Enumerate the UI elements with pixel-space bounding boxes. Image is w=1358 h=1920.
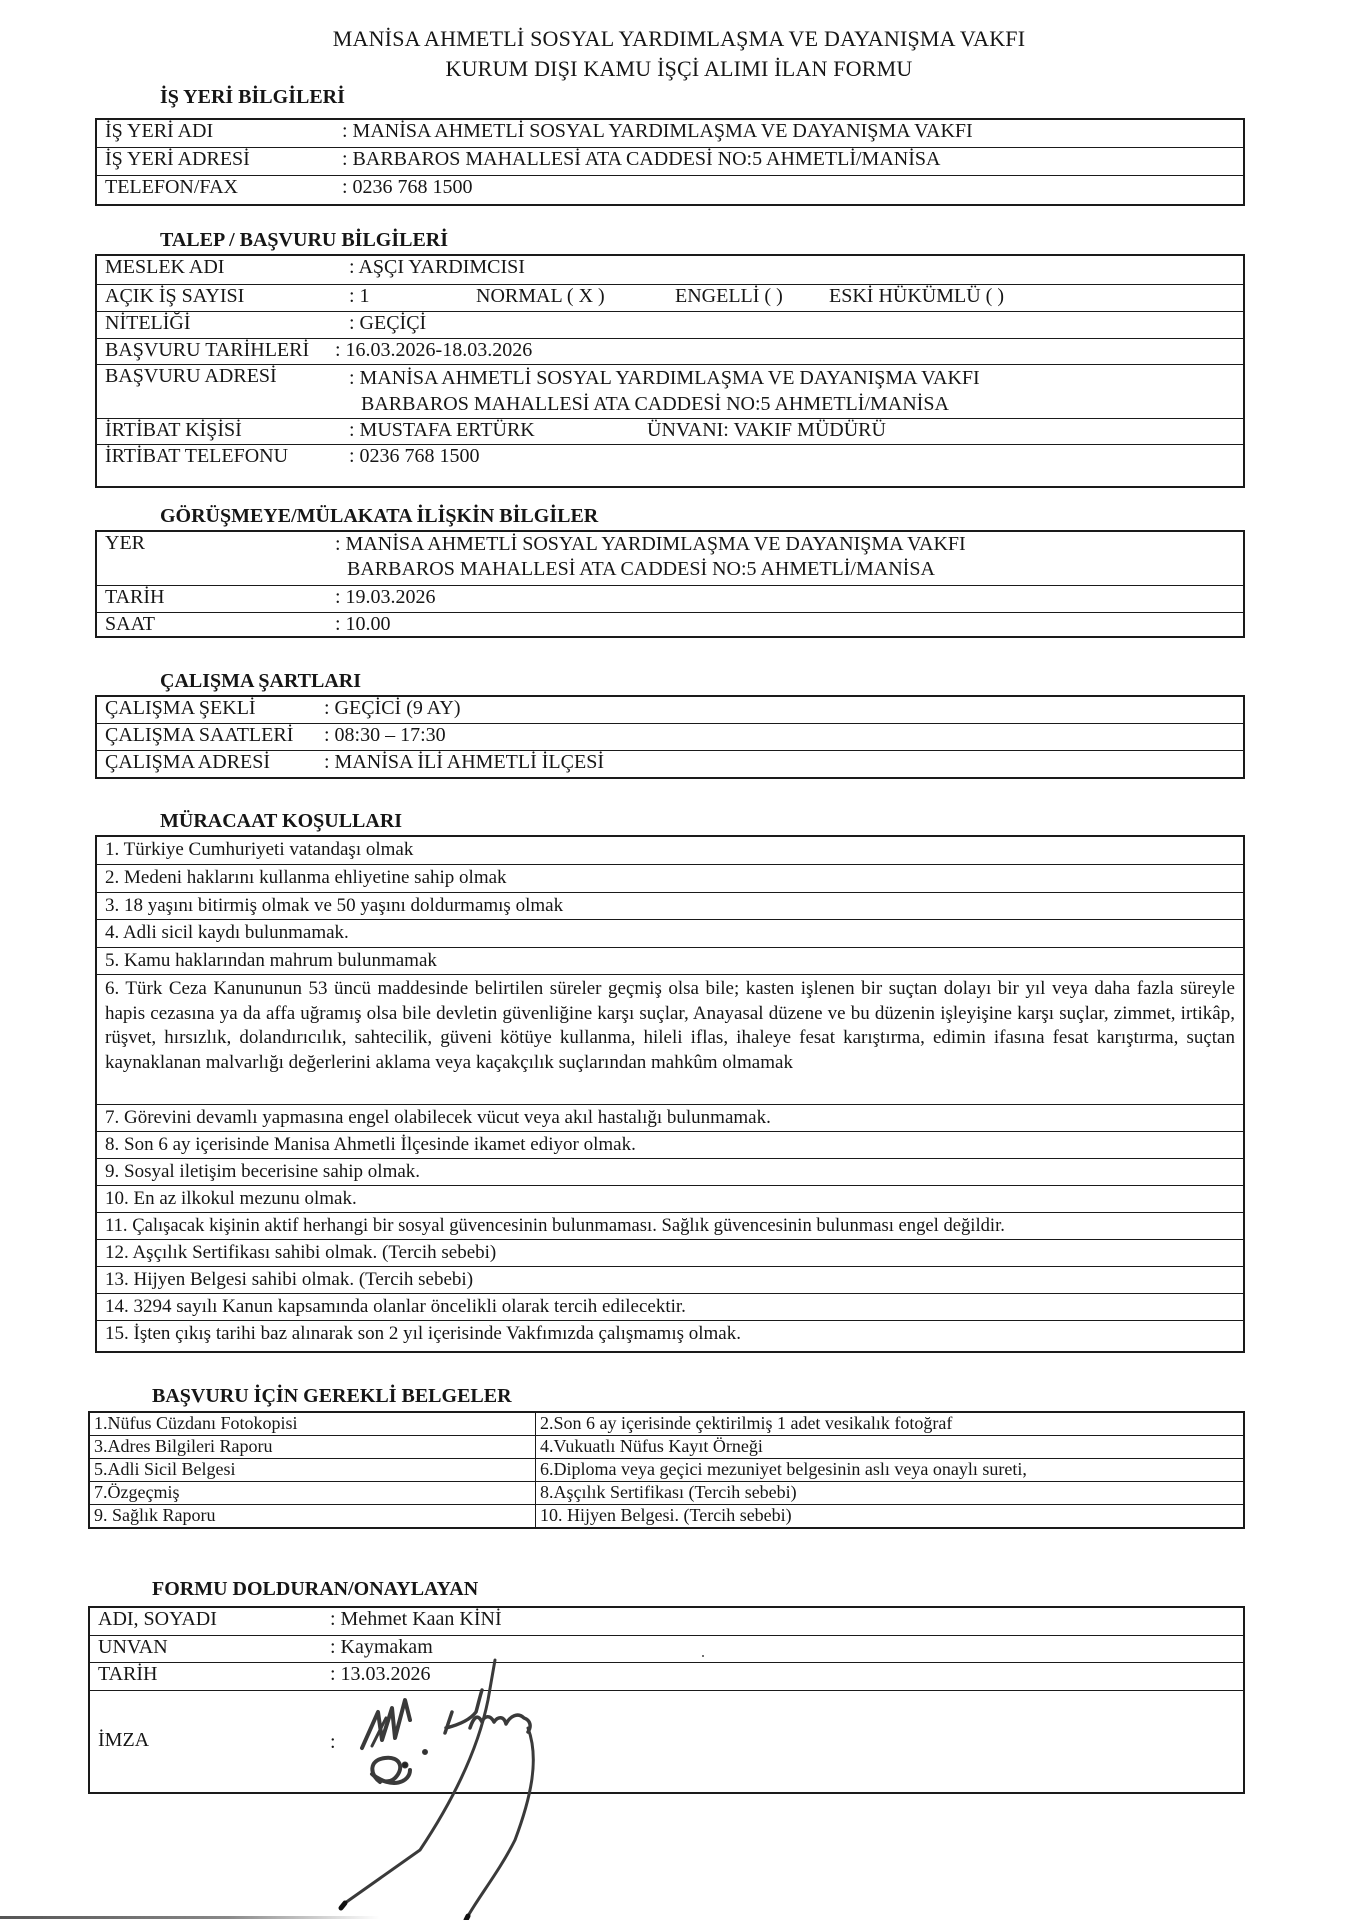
value: : GEÇİÇİ <box>349 312 427 334</box>
work-conditions-table <box>95 695 1245 779</box>
address-line-1: : MANİSA AHMETLİ SOSYAL YARDIMLAŞMA VE DAYANIŞMA VAKFI <box>349 367 980 389</box>
document-item: 5.Adli Sicil Belgesi <box>90 1459 536 1481</box>
value: : 0236 768 1500 <box>342 176 473 198</box>
document-item: 2.Son 6 ay içerisinde çektirilmiş 1 adet vesikalık fotoğraf <box>540 1413 953 1433</box>
documents-row <box>90 1504 1243 1527</box>
document-item: 7.Özgeçmiş <box>90 1482 536 1504</box>
approver-table <box>88 1606 1245 1794</box>
value: : MANİSA AHMETLİ SOSYAL YARDIMLAŞMA VE DAYANIŞMA VAKFI <box>342 120 973 142</box>
label: İRTİBAT KİŞİSİ <box>105 419 242 441</box>
label: BAŞVURU TARİHLERİ <box>105 339 310 361</box>
interview-row-time <box>97 612 1243 638</box>
label: ÇALIŞMA ŞEKLİ <box>105 697 256 719</box>
document-item: 8.Aşçılık Sertifikası (Tercih sebebi) <box>540 1482 797 1502</box>
approver-row-title <box>90 1635 1243 1662</box>
value: : 13.03.2026 <box>330 1663 431 1685</box>
value: : 0236 768 1500 <box>349 445 480 467</box>
label: SAAT <box>105 613 156 635</box>
label: NİTELİĞİ <box>105 312 191 334</box>
document-item: 9. Sağlık Raporu <box>90 1505 536 1527</box>
requirement-item: 13. Hijyen Belgesi sahibi olmak. (Tercih sebebi) <box>97 1266 1243 1293</box>
label: İRTİBAT TELEFONU <box>105 445 289 467</box>
value: : 10.00 <box>335 613 391 635</box>
place-line-1: : MANİSA AHMETLİ SOSYAL YARDIMLAŞMA VE DAYANIŞMA VAKFI <box>335 533 966 555</box>
requirement-item: 7. Görevini devamlı yapmasına engel olabilecek vücut veya akıl hastalığı bulunmamak. <box>97 1104 1243 1131</box>
address-line-2: BARBAROS MAHALLESİ ATA CADDESİ NO:5 AHMETLİ/MANİSA <box>361 393 949 415</box>
interview-row-date <box>97 585 1243 612</box>
requirement-item: 14. 3294 sayılı Kanun kapsamında olanlar öncelikli olarak tercih edilecektir. <box>97 1293 1243 1320</box>
document-title: MANİSA AHMETLİ SOSYAL YARDIMLAŞMA VE DAYANIŞMA VAKFI <box>332 26 1026 51</box>
value: : Mehmet Kaan KİNİ <box>330 1608 502 1630</box>
label: TARİH <box>105 586 165 608</box>
requirement-item: 3. 18 yaşını bitirmiş olmak ve 50 yaşını doldurmamış olmak <box>97 892 1243 919</box>
label: MESLEK ADI <box>105 256 225 278</box>
value: : 08:30 – 17:30 <box>324 724 446 746</box>
request-row-address <box>97 364 1243 418</box>
scan-dot <box>702 1655 704 1657</box>
workplace-heading: İŞ YERİ BİLGİLERİ <box>160 86 345 108</box>
contact-title: ÜNVANI: VAKIF MÜDÜRÜ <box>647 419 886 441</box>
value <box>349 365 980 417</box>
workplace-row-address <box>97 147 1243 175</box>
request-row-phone <box>97 444 1243 472</box>
request-row-openings <box>97 284 1243 311</box>
request-row-quality <box>97 311 1243 338</box>
document-item: 6.Diploma veya geçici mezuniyet belgesinin aslı veya onaylı sureti, <box>540 1459 1027 1479</box>
signature-colon: : <box>330 1731 336 1753</box>
interview-row-place <box>97 532 1243 585</box>
documents-row <box>90 1435 1243 1458</box>
interview-table <box>95 530 1245 638</box>
form-title: KURUM DIŞI KAMU İŞÇİ ALIMI İLAN FORMU <box>445 56 913 81</box>
requirement-item: 9. Sosyal iletişim becerisine sahip olmak. <box>97 1158 1243 1185</box>
document-item: 4.Vukuatlı Nüfus Kayıt Örneği <box>540 1436 763 1456</box>
work-conditions-heading: ÇALIŞMA ŞARTLARI <box>160 670 362 692</box>
requirements-table <box>95 835 1245 1353</box>
requirement-item: 11. Çalışacak kişinin aktif herhangi bir sosyal güvencesinin bulunmaması. Sağlık güvencesinin bulunması engel değildir. <box>97 1212 1243 1239</box>
engelli-checkbox[interactable]: ENGELLİ ( ) <box>675 285 783 307</box>
requirement-item: 8. Son 6 ay içerisinde Manisa Ahmetli İlçesinde ikamet ediyor olmak. <box>97 1131 1243 1158</box>
workplace-row-name <box>97 120 1243 147</box>
label: ÇALIŞMA ADRESİ <box>105 751 271 773</box>
label: TELEFON/FAX <box>105 176 238 198</box>
requirement-item: 12. Aşçılık Sertifikası sahibi olmak. (Tercih sebebi) <box>97 1239 1243 1266</box>
documents-heading: BAŞVURU İÇİN GEREKLİ BELGELER <box>152 1385 512 1407</box>
value: : Kaymakam <box>330 1636 433 1658</box>
requirement-item: 1. Türkiye Cumhuriyeti vatandaşı olmak <box>105 839 414 860</box>
value: : GEÇİCİ (9 AY) <box>324 697 461 719</box>
label: İŞ YERİ ADI <box>105 120 214 142</box>
label: İMZA <box>98 1729 150 1751</box>
approver-row-signature <box>90 1690 1243 1792</box>
documents-row <box>90 1481 1243 1504</box>
requirement-item: 15. İşten çıkış tarihi baz alınarak son 2 yıl içerisinde Vakfımızda çalışmamış olmak. <box>97 1320 1243 1348</box>
value: : MUSTAFA ERTÜRK <box>349 419 535 441</box>
page-edge-shadow <box>0 1916 380 1919</box>
request-heading: TALEP / BAŞVURU BİLGİLERİ <box>160 229 449 251</box>
work-row-address <box>97 750 1243 777</box>
workplace-row-phone <box>97 175 1243 204</box>
request-table <box>95 254 1245 488</box>
value: : 16.03.2026-18.03.2026 <box>335 339 533 361</box>
approver-heading: FORMU DOLDURAN/ONAYLAYAN <box>152 1578 479 1600</box>
documents-row <box>90 1413 1243 1435</box>
documents-row <box>90 1458 1243 1481</box>
work-row-hours <box>97 723 1243 750</box>
value: : MANİSA İLİ AHMETLİ İLÇESİ <box>324 751 604 773</box>
value: : AŞÇI YARDIMCISI <box>349 256 525 278</box>
requirements-heading: MÜRACAAT KOŞULLARI <box>160 810 403 832</box>
place-line-2: BARBAROS MAHALLESİ ATA CADDESİ NO:5 AHMETLİ/MANİSA <box>347 558 935 580</box>
interview-heading: GÖRÜŞMEYE/MÜLAKATA İLİŞKİN BİLGİLER <box>160 505 599 527</box>
value: : 1 <box>349 285 370 307</box>
work-row-type <box>97 697 1243 723</box>
label: İŞ YERİ ADRESİ <box>105 148 250 170</box>
value: : 19.03.2026 <box>335 586 436 608</box>
value: : BARBAROS MAHALLESİ ATA CADDESİ NO:5 AHMETLİ/MANİSA <box>342 148 941 170</box>
requirement-item: 4. Adli sicil kaydı bulunmamak. <box>97 919 1243 947</box>
label: AÇIK İŞ SAYISI <box>105 285 245 307</box>
label: ÇALIŞMA SAATLERİ <box>105 724 294 746</box>
document-item: 3.Adres Bilgileri Raporu <box>90 1436 536 1458</box>
approver-row-name <box>90 1608 1243 1635</box>
eski-hukumlu-checkbox[interactable]: ESKİ HÜKÜMLÜ ( ) <box>829 285 1004 307</box>
request-row-dates <box>97 338 1243 364</box>
document-item: 10. Hijyen Belgesi. (Tercih sebebi) <box>540 1505 792 1525</box>
normal-checkbox[interactable]: NORMAL ( X ) <box>476 285 605 307</box>
value <box>335 532 966 582</box>
requirement-item: 10. En az ilkokul mezunu olmak. <box>97 1185 1243 1212</box>
approver-row-date <box>90 1662 1243 1690</box>
request-row-contact <box>97 418 1243 444</box>
request-row-occupation <box>97 256 1243 284</box>
label: BAŞVURU ADRESİ <box>105 365 277 387</box>
documents-table <box>88 1411 1245 1529</box>
label: ADI, SOYADI <box>98 1608 217 1630</box>
document-item: 1.Nüfus Cüzdanı Fotokopisi <box>90 1413 536 1435</box>
requirement-item: 5. Kamu haklarından mahrum bulunmamak <box>97 947 1243 974</box>
label: YER <box>105 532 145 554</box>
label: UNVAN <box>98 1636 168 1658</box>
label: TARİH <box>98 1663 158 1685</box>
requirement-item: 2. Medeni haklarını kullanma ehliyetine sahip olmak <box>97 864 1243 892</box>
workplace-table <box>95 118 1245 206</box>
requirement-item: 6. Türk Ceza Kanununun 53 üncü maddesinde belirtilen süreler geçmiş olsa bile; kasten işlenen bir suçtan dolayı bir yıl veya daha fazla süreyle hapis cezasına ya da affa uğramış olsa bile devletin güvenliğine karşı suçlar, Anayasal düzene ve bu düzenin işleyişine karşı suçlar, zimmet, irtikâp, rüşvet, hırsızlık, dolandırıcılık, sahtecilik, güveni kötüye kullanma, hileli iflas, ihaleye fesat karıştırma, edimin ifasına fesat karıştırma, suçtan kaynaklanan malvarlığı değerlerini aklama veya kaçakçılık suçlarından mahkûm olmamak <box>97 974 1243 1104</box>
